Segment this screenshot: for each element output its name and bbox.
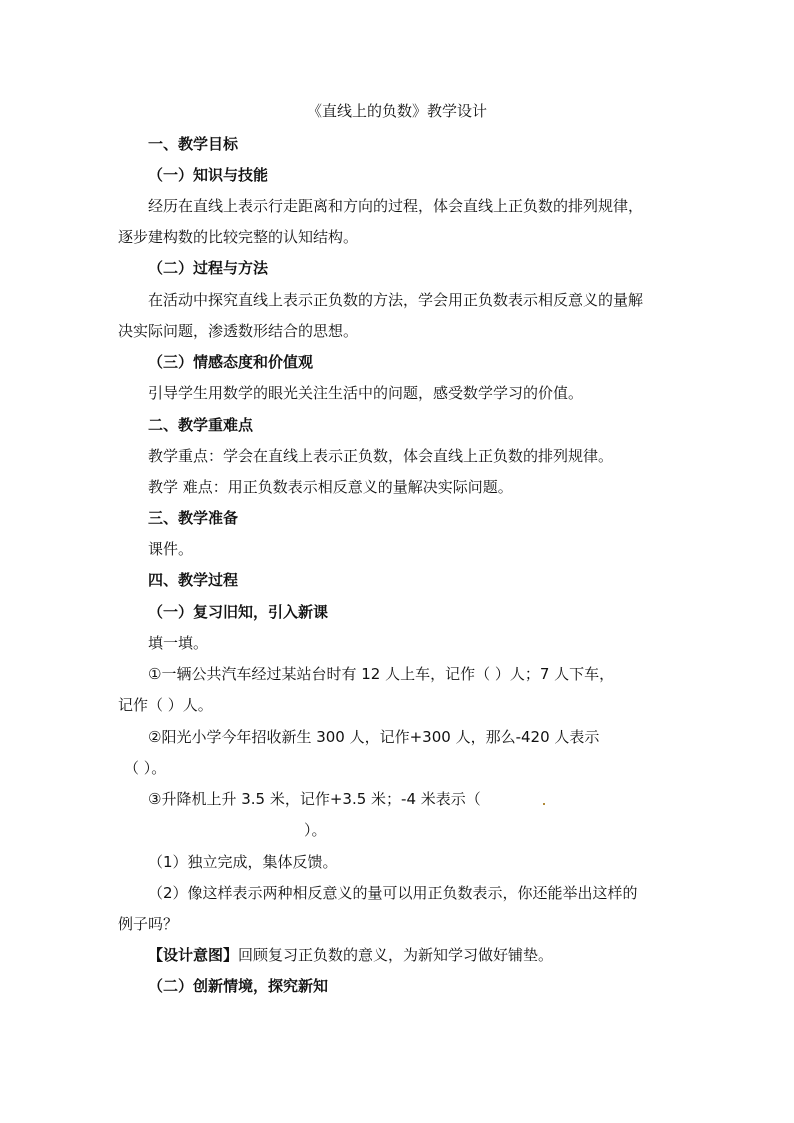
- question-3-line1: ③升降机上升 3.5 米，记作+3.5 米；-4 米表示（: [148, 790, 481, 808]
- section-heading-goals: 一、教学目标: [148, 135, 239, 153]
- section-heading-process: 四、教学过程: [148, 571, 239, 589]
- paragraph-values: 引导学生用数学的眼光关注生活中的问题，感受数学学习的价值。: [148, 384, 584, 402]
- stray-mark: [543, 803, 545, 805]
- section-heading-preparation: 三、教学准备: [148, 509, 239, 527]
- question-2-line2: （ ）。: [124, 759, 167, 777]
- subheading-process: （二）过程与方法: [148, 259, 269, 277]
- question-1-line2: 记作（ ）人。: [118, 696, 213, 714]
- step-2-line1: （2）像这样表示两种相反意义的量可以用正负数表示，你还能举出这样的: [148, 884, 638, 902]
- subheading-values: （三）情感态度和价值观: [148, 353, 314, 371]
- paragraph-preparation: 课件。: [148, 540, 194, 558]
- design-intent-text: 回顾复习正负数的意义，为新知学习做好铺垫。: [238, 946, 554, 964]
- subheading-new-knowledge: （二）创新情境，探究新知: [148, 977, 329, 995]
- step-2-line2: 例子吗？: [118, 915, 179, 933]
- paragraph-process-line1: 在活动中探究直线上表示正负数的方法，学会用正负数表示相反意义的量解: [148, 291, 644, 309]
- section-heading-key-points: 二、教学重难点: [148, 416, 254, 434]
- paragraph-key-point: 教学重点：学会在直线上表示正负数，体会直线上正负数的排列规律。: [148, 447, 614, 465]
- question-2-line1: ②阳光小学今年招收新生 300 人，记作+300 人，那么-420 人表示: [148, 728, 600, 746]
- design-intent: [148, 945, 553, 965]
- subheading-knowledge: （一）知识与技能: [148, 166, 269, 184]
- paragraph-knowledge-line1: 经历在直线上表示行走距离和方向的过程，体会直线上正负数的排列规律，: [148, 197, 644, 215]
- paragraph-difficult-point: 教学 难点：用正负数表示相反意义的量解决实际问题。: [148, 478, 513, 496]
- step-1: （1）独立完成，集体反馈。: [148, 853, 338, 871]
- document-title: 《直线上的负数》教学设计: [306, 102, 487, 120]
- paragraph-knowledge-line2: 逐步建构数的比较完整的认知结构。: [118, 228, 359, 246]
- question-3-line2: ）。: [304, 821, 327, 839]
- design-intent-label: 【设计意图】: [148, 946, 239, 964]
- question-1-line1: ①一辆公共汽车经过某站台时有 12 人上车，记作（ ）人；7 人下车，: [148, 665, 615, 683]
- paragraph-process-line2: 决实际问题，渗透数形结合的思想。: [118, 322, 359, 340]
- subheading-review: （一）复习旧知，引入新课: [148, 603, 329, 621]
- paragraph-fill-in: 填一填。: [148, 634, 209, 652]
